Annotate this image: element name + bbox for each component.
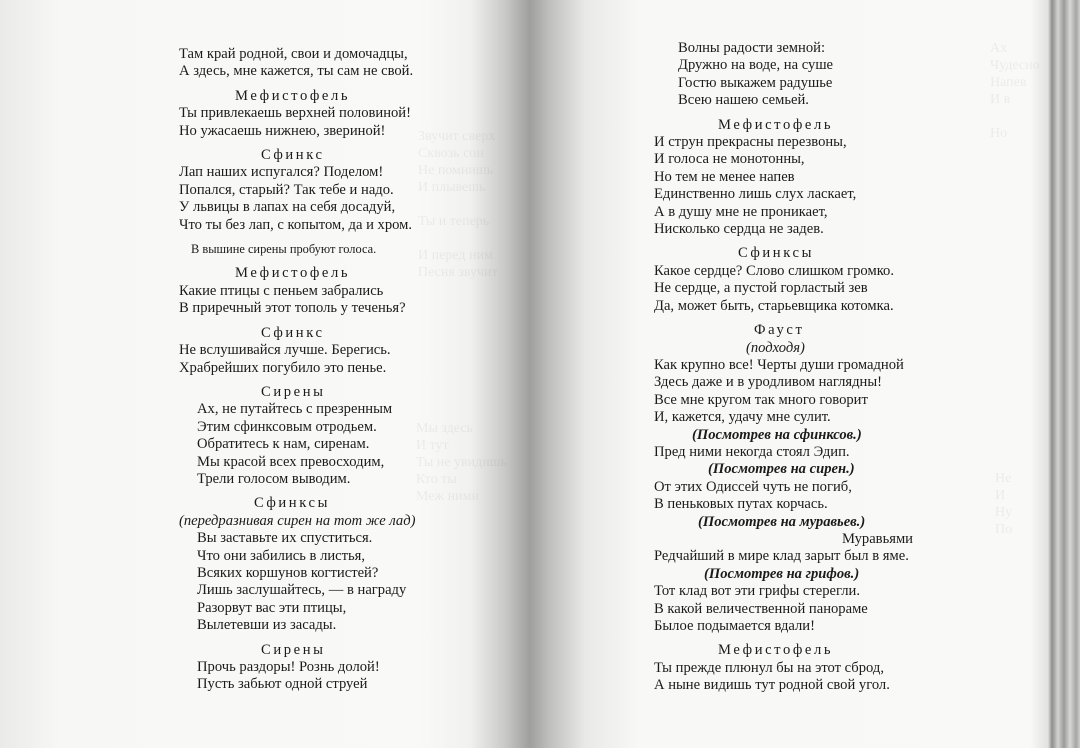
verse-line: Волны радости земной: [678,40,826,56]
verse-line: А ныне видишь тут родной свой угол. [654,677,890,694]
speaker-name: Сфинксы [254,495,331,512]
speaker-name: Сирены [261,641,326,658]
verse-line: Муравьями [842,530,913,547]
book-spread: Звучит сверх Сквозь сон Не помнишь И плывешь Ты и теперь И перед ним Песня звучит Мы здесь И тут Ты не увидишь Кто ты Меж ними Ах Чудесно Напев И в Но Не И Ну По Там край родной, свои и домочадцы, А здесь, мне кажется, ты сам не свой. Мефистофель Ты привлекаешь верхней половиной! Но ужасаешь нижнею, звериной! Сфинкс Лап наших испугался? Поделом! Попался, старый? Так тебе и надо. У львицы в лапах на себя досадуй, Что ты без лап, с копытом, да и хром. В вышине сирены пробуют голоса. Мефистофель Какие птицы с пеньем забрались В приречный этот тополь у теченья? Сфинкс Не вслушивайся лучше. Берегись. Храбрейших погубило это пенье. Сирены Ах, не путайтесь с презренным Этим сфинксовым отродьем. Обратитесь к нам, сиренам. Мы красой всех превосходим, Трели голосом выводим. Сфинксы (передразнивая сирен на тот же лад) Вы заставьте их спуститься. Что они забились в листья, Всяких коршунов когтистей? Лишь заслушайтесь, — в награду Разорвут вас эти птицы, Вылетевши из засады. Сирены Прочь раздоры! Рознь долой! Пусть забьют одной струей Волны радости земной: Дружно на воде, на суше Гостю выкажем радушье Всею нашею семьей. Мефистофель И струн прекрасны перезвоны, И голоса не монотонны, Но тем не менее напев Единственно лишь слух ласкает, А в душу мне не проникает, Нисколько сердца не задев. Сфинксы Какое сердце? Слово слишком громко. Не сердце, а пустой горластый зев Да, может быть, старьевщика котомка. Фауст (подходя) Как крупно все! Черты души громадной Здесь даже и в уродливом наглядны! Все мне кругом так много говорит И, кажется, удачу мне сулит. (Посмотрев на сфинксов.) Пред ними некогда стоял Эдип. (Посмотрев на сирен.) От этих Одиссей чуть не погиб, В пеньковых путах корчась. (Посмотрев на муравьев.) Муравьями Редчайший в мире клад зарыт был в яме. (Посмотрев на грифов.) Тот клад вот эти грифы стерегли. В какой величественной панораме Былое подымается вдали! Мефистофель Ты прежде плюнул бы на этот сброд, А ныне видишь тут родной свой угол. [0,0,1080,748]
verse-line: Дружно на воде, на суше [678,57,834,74]
stage-direction: (передразнивая сирен на тот же лад) [179,512,416,529]
speaker-name: Сфинкс [261,147,325,164]
verse-line: Какие птицы с пеньем забрались [179,282,384,299]
verse-line: Там край родной, свои и домочадцы, [179,46,408,62]
verse-line: Храбрейших погубило это пенье. [179,359,387,376]
verse-line: Гостю выкажем радушье [678,74,833,91]
stage-direction: (Посмотрев на сфинксов.) [692,426,862,443]
verse-line: И голоса не монотонны, [654,151,805,168]
stage-direction: В вышине сирены пробуют голоса. [191,242,377,257]
verse-line: Ах, не путайтесь с презренным [197,401,393,418]
verse-line: А в душу мне не проникает, [654,203,828,220]
verse-line: Нисколько сердца не задев. [654,221,824,238]
verse-line: Пред ними некогда стоял Эдип. [654,443,850,460]
verse-line: Прочь раздоры! Рознь долой! [197,659,380,675]
stage-direction: (Посмотрев на сирен.) [708,461,855,478]
verse-line: Всяких коршунов когтистей? [197,564,379,581]
verse-line: Единственно лишь слух ласкает, [654,186,857,203]
right-text-block [654,40,913,695]
verse-line: Не вслушивайся лучше. Берегись. [179,342,391,359]
verse-line: Вылетевши из засады. [197,617,337,634]
speaker-name: Мефистофель [235,87,351,104]
verse-line: Этим сфинксовым отродьем. [197,418,377,435]
verse-line: Но тем не менее напев [654,168,795,185]
verse-line: Что они забились в листья, [197,547,366,564]
verse-line: Ты прежде плюнул бы на этот сброд, [654,659,884,676]
speaker-name: Сфинксы [738,245,815,262]
verse-line: Разорвут вас эти птицы, [197,599,347,616]
verse-line: В пеньковых путах корчась. [654,496,828,513]
verse-line: Былое подымается вдали! [654,618,815,634]
speaker-name: Сирены [261,383,326,400]
verse-line: Обратитесь к нам, сиренам. [197,436,370,453]
verse-line: Тот клад вот эти грифы стерегли. [654,583,860,600]
speaker-name: Мефистофель [718,642,834,659]
speaker-name: Сфинкс [261,324,325,341]
verse-line: Как крупно все! Черты души громадной [654,356,904,373]
verse-line: Пусть забьют одной струей [197,676,368,693]
stage-direction: (Посмотрев на грифов.) [704,565,860,582]
verse-line: Мы красой всех превосходим, [197,453,385,470]
verse-line: Все мне кругом так много говорит [654,391,868,408]
verse-line: Какое сердце? Слово слишком громко. [654,262,894,279]
verse-line: В приречный этот тополь у теченья? [179,300,406,317]
speaker-name: Мефистофель [235,265,351,282]
stage-direction: (подходя) [746,339,805,356]
verse-line: Лишь заслушайтесь, — в награду [197,582,407,599]
verse-line: Вы заставьте их спуститься. [197,530,373,547]
right-page [560,0,1050,748]
verse-line: Попался, старый? Так тебе и надо. [179,181,394,198]
verse-line: Редчайший в мире клад зарыт был в яме. [654,548,909,565]
verse-line: В какой величественной панораме [654,600,868,617]
verse-line: У львицы в лапах на себя досадуй, [179,199,396,216]
speaker-name: Мефистофель [718,116,834,133]
stage-direction: (Посмотрев на муравьев.) [698,513,866,530]
verse-line: Но ужасаешь нижнею, звериной! [179,122,386,139]
verse-line: А здесь, мне кажется, ты сам не свой. [179,63,414,80]
verse-line: Здесь даже и в уродливом наглядны! [654,374,883,391]
verse-line: Да, может быть, старьевщика котомка. [654,297,894,314]
verse-line: Что ты без лап, с копытом, да и хром. [179,216,413,233]
verse-line: И, кажется, удачу мне сулит. [654,409,831,426]
verse-line: Лап наших испугался? Поделом! [179,164,384,181]
verse-line: Не сердце, а пустой горластый зев [654,280,868,297]
verse-line: Всею нашею семьей. [678,92,809,109]
verse-line: И струн прекрасны перезвоны, [654,134,847,151]
left-text-block [179,46,415,694]
speaker-name: Фауст [754,322,805,339]
left-page [0,0,520,748]
verse-line: Трели голосом выводим. [197,470,351,487]
verse-line: От этих Одиссей чуть не погиб, [654,478,852,495]
verse-line: Ты привлекаешь верхней половиной! [179,105,411,122]
